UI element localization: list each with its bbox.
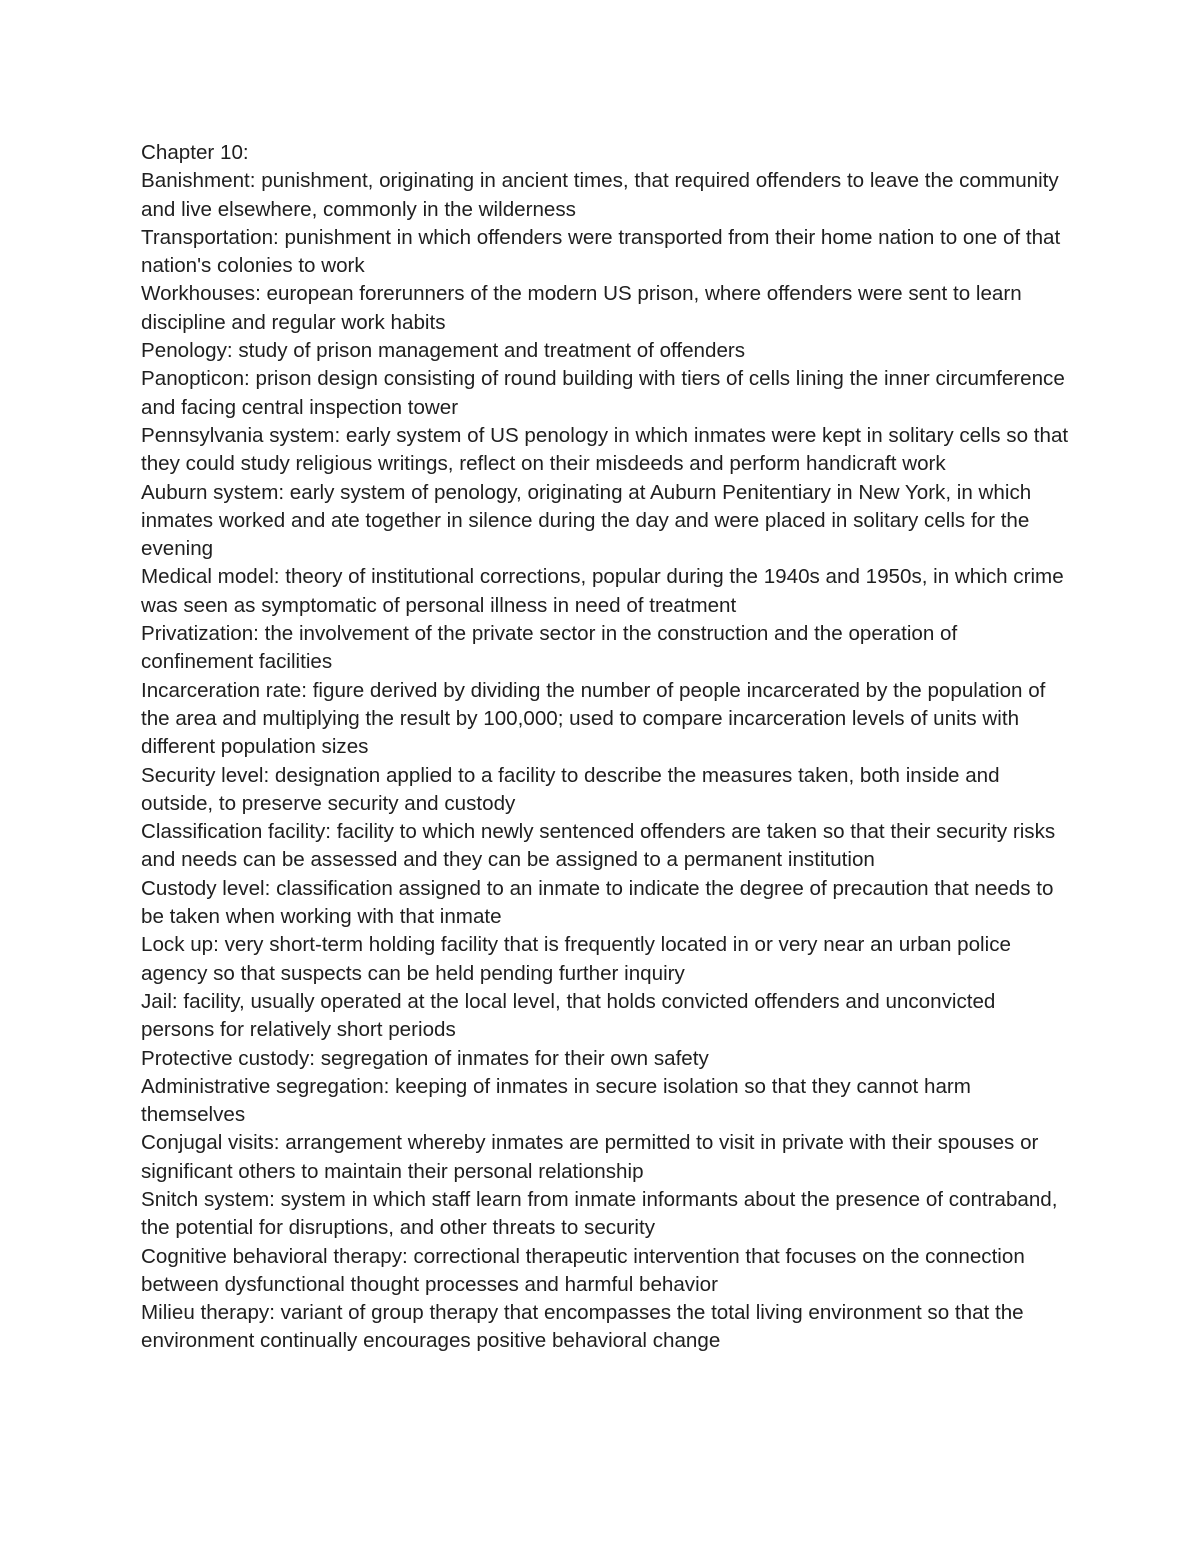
entry-workhouses: Workhouses: european forerunners of the modern US prison, where offenders were sent to learn discipline and regular work habits — [141, 282, 1022, 334]
entry-milieu-therapy: Milieu therapy: variant of group therapy that encompasses the total living environment so that the environment continually encourages positive behavioral change — [141, 1301, 1024, 1353]
entry-protective-custody: Protective custody: segregation of inmates for their own safety — [141, 1046, 709, 1070]
entry-auburn-system: Auburn system: early system of penology, originating at Auburn Penitentiary in New York, in which inmates worked and ate together in silence during the day and were placed in solitary cells for the evening — [141, 480, 1032, 561]
entry-privatization: Privatization: the involvement of the private sector in the construction and the operation of confinement facilities — [141, 622, 958, 674]
entry-cognitive-behavioral-therapy: Cognitive behavioral therapy: correctional therapeutic intervention that focuses on the connection between dysfunctional thought processes and harmful behavior — [141, 1244, 1025, 1296]
document-body — [141, 139, 1071, 1356]
entry-pennsylvania-system: Pennsylvania system: early system of US penology in which inmates were kept in solitary cells so that they could study religious writings, reflect on their misdeeds and perform handicraft work — [141, 423, 1069, 476]
entry-classification-facility: Classification facility: facility to which newly sentenced offenders are taken so that their security risks and needs can be assessed and they can be assigned to a permanent institution — [141, 820, 1056, 872]
entry-snitch-system: Snitch system: system in which staff learn from inmate informants about the presence of contraband, the potential for disruptions, and other threats to security — [141, 1187, 1058, 1240]
entry-administrative-segregation: Administrative segregation: keeping of inmates in secure isolation so that they cannot harm themselves — [141, 1074, 971, 1127]
entry-transportation: Transportation: punishment in which offenders were transported from their home nation to one of that nation's colonies to work — [141, 225, 1061, 278]
entry-panopticon: Panopticon: prison design consisting of round building with tiers of cells lining the inner circumference and facing central inspection tower — [141, 367, 1065, 419]
entry-incarceration-rate: Incarceration rate: figure derived by dividing the number of people incarcerated by the population of the area and multiplying the result by 100,000; used to compare incarceration levels of units with different population sizes — [141, 678, 1046, 759]
entry-conjugal-visits: Conjugal visits: arrangement whereby inmates are permitted to visit in private with their spouses or significant others to maintain their personal relationship — [141, 1131, 1039, 1183]
entry-custody-level: Custody level: classification assigned to an inmate to indicate the degree of precaution that needs to be taken when working with that inmate — [141, 876, 1054, 929]
chapter-heading: Chapter 10: — [141, 141, 249, 164]
entry-security-level: Security level: designation applied to a facility to describe the measures taken, both inside and outside, to preserve security and custody — [141, 763, 1000, 815]
entry-penology: Penology: study of prison management and treatment of offenders — [141, 339, 746, 363]
entry-jail: Jail: facility, usually operated at the local level, that holds convicted offenders and unconvicted persons for relatively short periods — [141, 989, 996, 1042]
entry-medical-model: Medical model: theory of institutional corrections, popular during the 1940s and 1950s, in which crime was seen as symptomatic of personal illness in need of treatment — [141, 565, 1064, 617]
entry-banishment: Banishment: punishment, originating in ancient times, that required offenders to leave the community and live elsewhere, commonly in the wilderness — [141, 169, 1059, 221]
entry-lock-up: Lock up: very short-term holding facility that is frequently located in or very near an urban police agency so that suspects can be held pending further inquiry — [141, 933, 1011, 985]
